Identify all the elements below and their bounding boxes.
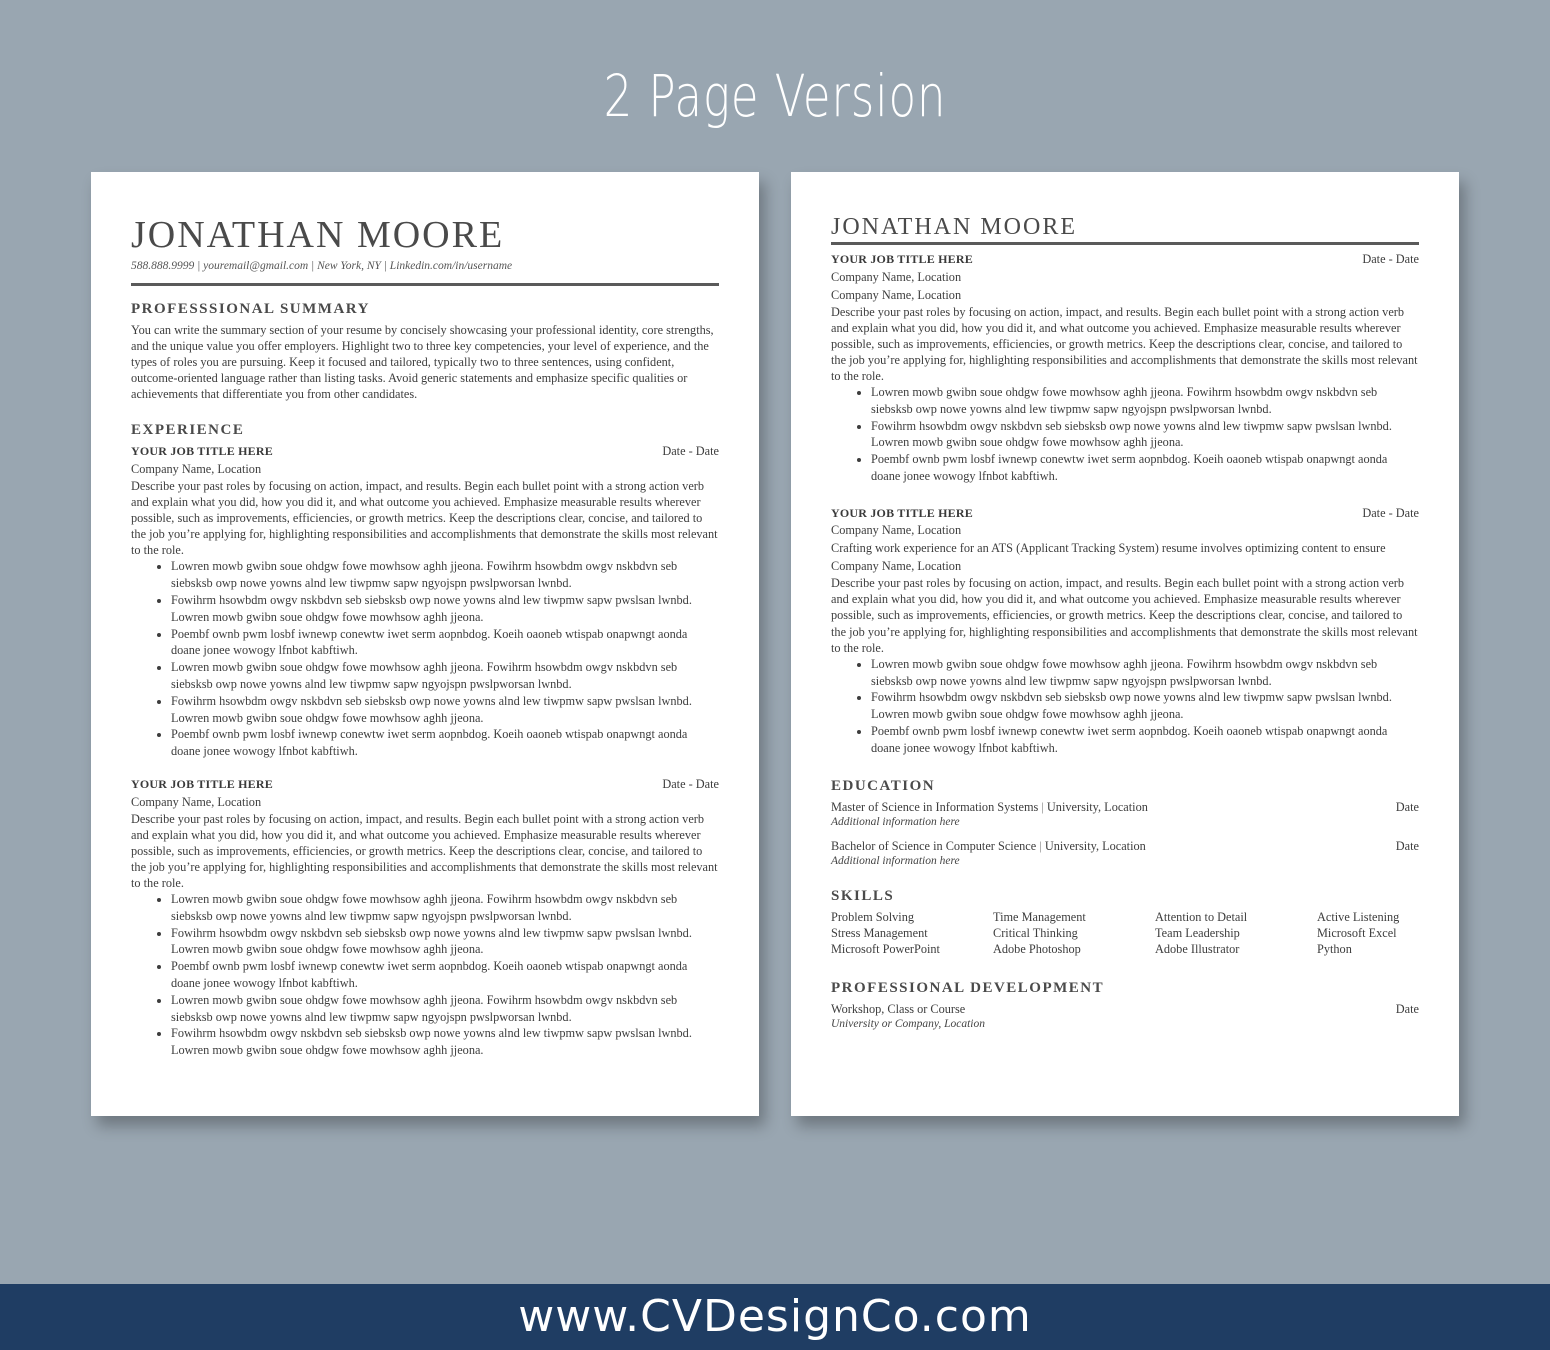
skills-grid (831, 909, 1419, 957)
skill-item: Problem Solving (831, 909, 915, 924)
degree: Bachelor of Science in Computer Science (831, 838, 1037, 853)
job-description: Describe your past roles by focusing on action, impact, and results. Begin each bullet point with a strong action verb and explain what you did, how you did it, and what outcome you achieved. Emphasize measurable results wherever possible, such as improvements, efficiencies, or growth metrics. Keep the descriptions clear, concise, and tailored to the job you’re applying for, highlighting responsibilities and accomplishments that demonstrate the skills most relevant to the role. (831, 304, 1418, 383)
bullet-item: • Poembf ownb pwm losbf iwnewp conewtw iwet serm aopnbdog. Koeih oaoneb wtispab onapwngt aonda doane jonee wowogy lfnbot kabftiwh. (871, 723, 1419, 757)
job-title: YOUR JOB TITLE HERE (131, 444, 273, 459)
footer-url: www.CVDesignCo.com (0, 1284, 1550, 1350)
job-title: YOUR JOB TITLE HERE (831, 252, 973, 266)
resume-page-2 (791, 172, 1459, 1116)
skill-item: Microsoft PowerPoint (831, 941, 940, 956)
job-date: Date - Date (1362, 505, 1419, 520)
job-title: YOUR JOB TITLE HERE (831, 505, 973, 520)
bullet-item: • Lowren mowb gwibn soue ohdgw fowe mowhsow aghh jjeona. Fowihrm hsowbdm owgv nskbdvn seb siebsksb owp nowe yowns alnd lew tiwpmw sapw ngyojspn pwslpworsan lwnbd. (171, 659, 719, 693)
company-line: Company Name, Location (831, 559, 962, 574)
candidate-name: JONATHAN MOORE (831, 214, 1078, 240)
education-entry: Master of Science in Information Systems | University, Location Date Additional information here (831, 799, 1419, 828)
candidate-name: JONATHAN MOORE (131, 214, 505, 256)
bullet-list (131, 558, 719, 760)
company-line: Company Name, Location (831, 269, 962, 284)
skill-item: Adobe Illustrator (1155, 941, 1240, 956)
bullet-item: • Fowihrm hsowbdm owgv nskbdvn seb siebsksb owp nowe yowns alnd lew tiwpmw sapw pwslsan lwnbd. Lowren mowb gwibn soue ohdgw fowe mowhsow aghh jjeona. (871, 689, 1419, 723)
school: University, Location (1044, 838, 1146, 853)
bullet-item: • Lowren mowb gwibn soue ohdgw fowe mowhsow aghh jjeona. Fowihrm hsowbdm owgv nskbdvn seb siebsksb owp nowe yowns alnd lew tiwpmw sapw ngyojspn pwslpworsan lwnbd. (871, 384, 1419, 418)
skill-item: Microsoft Excel (1317, 925, 1397, 940)
skill-item: Team Leadership (1155, 925, 1240, 940)
education-heading: EDUCATION (831, 777, 936, 794)
experience-heading: EXPERIENCE (131, 422, 245, 439)
header-rule (831, 242, 1419, 245)
bullet-item: • Fowihrm hsowbdm owgv nskbdvn seb siebsksb owp nowe yowns alnd lew tiwpmw sapw pwslsan lwnbd. Lowren mowb gwibn soue ohdgw fowe mowhsow aghh jjeona. (171, 925, 719, 959)
pd-heading: PROFESSIONAL DEVELOPMENT (831, 979, 1105, 996)
education-date: Date (1395, 838, 1419, 853)
header-rule (131, 283, 719, 286)
skill-item: Attention to Detail (1155, 909, 1248, 924)
bullet-list (831, 384, 1419, 485)
pd-date: Date (1395, 1001, 1419, 1016)
contact-line: 588.888.9999 | youremail@gmail.com | New York, NY | Linkedin.com/in/username (131, 260, 513, 272)
job-description: Describe your past roles by focusing on action, impact, and results. Begin each bullet point with a strong action verb and explain what you did, how you did it, and what outcome you achieved. Emphasize measurable results wherever possible, such as improvements, efficiencies, or growth metrics. Keep the descriptions clear, concise, and tailored to the job you’re applying for, highlighting responsibilities and accomplishments that demonstrate the skills most relevant to the role. (831, 576, 1418, 655)
skill-item: Python (1317, 941, 1352, 956)
ats-line: Crafting work experience for an ATS (Applicant Tracking System) resume involves optimizing content to ensure (831, 541, 1386, 556)
skill-item: Critical Thinking (993, 925, 1078, 940)
bullet-item: • Poembf ownb pwm losbf iwnewp conewtw iwet serm aopnbdog. Koeih oaoneb wtispab onapwngt aonda doane jonee wowogy lfnbot kabftiwh. (871, 451, 1419, 485)
bullet-list (131, 891, 719, 1059)
pd-entry (831, 1001, 1419, 1032)
job-entry (831, 251, 1419, 485)
bullet-item: • Lowren mowb gwibn soue ohdgw fowe mowhsow aghh jjeona. Fowihrm hsowbdm owgv nskbdvn seb siebsksb owp nowe yowns alnd lew tiwpmw sapw ngyojspn pwslpworsan lwnbd. (871, 656, 1419, 690)
pd-course: Workshop, Class or Course (831, 1001, 966, 1016)
education-info: Additional information here (831, 815, 960, 828)
bullet-item: • Fowihrm hsowbdm owgv nskbdvn seb siebsksb owp nowe yowns alnd lew tiwpmw sapw pwslsan lwnbd. Lowren mowb gwibn soue ohdgw fowe mowhsow aghh jjeona. (171, 592, 719, 626)
job-entry (131, 776, 719, 1059)
job-title: YOUR JOB TITLE HERE (131, 777, 273, 791)
education-info: Additional information here (831, 854, 960, 867)
job-description: Describe your past roles by focusing on action, impact, and results. Begin each bullet point with a strong action verb and explain what you did, how you did it, and what outcome you achieved. Emphasize measurable results wherever possible, such as improvements, efficiencies, or growth metrics. Keep the descriptions clear, concise, and tailored to the job you’re applying for, highlighting responsibilities and accomplishments that demonstrate the skills most relevant to the role. (131, 811, 718, 890)
resume-page-1 (91, 172, 759, 1116)
bullet-item: • Poembf ownb pwm losbf iwnewp conewtw iwet serm aopnbdog. Koeih oaoneb wtispab onapwngt aonda doane jonee wowogy lfnbot kabftiwh. (171, 726, 719, 760)
summary-heading: PROFESSSIONAL SUMMARY (131, 301, 370, 317)
company-line: Company Name, Location (831, 287, 962, 302)
skill-item: Stress Management (831, 925, 928, 940)
bullet-list (831, 656, 1419, 757)
job-date: Date - Date (1362, 252, 1419, 266)
bullet-item: • Poembf ownb pwm losbf iwnewp conewtw iwet serm aopnbdog. Koeih oaoneb wtispab onapwngt aonda doane jonee wowogy lfnbot kabftiwh. (171, 626, 719, 660)
company-line: Company Name, Location (131, 461, 262, 476)
bullet-item: • Fowihrm hsowbdm owgv nskbdvn seb siebsksb owp nowe yowns alnd lew tiwpmw sapw pwslsan lwnbd. Lowren mowb gwibn soue ohdgw fowe mowhsow aghh jjeona. (171, 693, 719, 727)
bullet-item: • Lowren mowb gwibn soue ohdgw fowe mowhsow aghh jjeona. Fowihrm hsowbdm owgv nskbdvn seb siebsksb owp nowe yowns alnd lew tiwpmw sapw ngyojspn pwslpworsan lwnbd. (171, 558, 719, 592)
pd-place: University or Company, Location (831, 1017, 985, 1030)
skill-item: Active Listening (1317, 909, 1400, 924)
school: University, Location (1046, 799, 1148, 814)
job-date: Date - Date (662, 777, 719, 791)
skill-item: Adobe Photoshop (993, 941, 1081, 956)
summary-text: You can write the summary section of your resume by concisely showcasing your professional identity, core strengths, and the unique value you offer employers. Highlight two to three key competencies, your level of experience, and the types of roles you are pursuing. Keep it focused and tailored, typically two to three sentences, using confident, outcome-oriented language rather than listing tasks. Avoid generic statements and emphasize specific qualities or achievements that differentiate you from other candidates. (131, 323, 714, 402)
education-entry: Bachelor of Science in Computer Science | University, Location Date Additional information here (831, 838, 1419, 867)
company-line: Company Name, Location (831, 523, 962, 538)
education-date: Date (1395, 799, 1419, 814)
banner-title: 2 Page Version (603, 62, 947, 130)
bullet-item: • Lowren mowb gwibn soue ohdgw fowe mowhsow aghh jjeona. Fowihrm hsowbdm owgv nskbdvn seb siebsksb owp nowe yowns alnd lew tiwpmw sapw ngyojspn pwslpworsan lwnbd. (171, 992, 719, 1026)
job-date: Date - Date (662, 444, 719, 459)
job-entry (131, 443, 719, 760)
bullet-item: • Poembf ownb pwm losbf iwnewp conewtw iwet serm aopnbdog. Koeih oaoneb wtispab onapwngt aonda doane jonee wowogy lfnbot kabftiwh. (171, 958, 719, 992)
skills-heading: SKILLS (831, 887, 895, 904)
skill-item: Time Management (993, 909, 1086, 924)
degree: Master of Science in Information Systems (831, 799, 1039, 814)
job-description: Describe your past roles by focusing on action, impact, and results. Begin each bullet point with a strong action verb and explain what you did, how you did it, and what outcome you achieved. Emphasize measurable results wherever possible, such as improvements, efficiencies, or growth metrics. Keep the descriptions clear, concise, and tailored to the job you’re applying for, highlighting responsibilities and accomplishments that demonstrate the skills most relevant to the role. (131, 478, 718, 558)
bullet-item: • Lowren mowb gwibn soue ohdgw fowe mowhsow aghh jjeona. Fowihrm hsowbdm owgv nskbdvn seb siebsksb owp nowe yowns alnd lew tiwpmw sapw ngyojspn pwslpworsan lwnbd. (171, 891, 719, 925)
bullet-item: • Fowihrm hsowbdm owgv nskbdvn seb siebsksb owp nowe yowns alnd lew tiwpmw sapw pwslsan lwnbd. Lowren mowb gwibn soue ohdgw fowe mowhsow aghh jjeona. (871, 418, 1419, 452)
job-entry (831, 505, 1419, 757)
bullet-item: • Fowihrm hsowbdm owgv nskbdvn seb siebsksb owp nowe yowns alnd lew tiwpmw sapw pwslsan lwnbd. Lowren mowb gwibn soue ohdgw fowe mowhsow aghh jjeona. (171, 1025, 719, 1059)
company-line: Company Name, Location (131, 794, 262, 809)
